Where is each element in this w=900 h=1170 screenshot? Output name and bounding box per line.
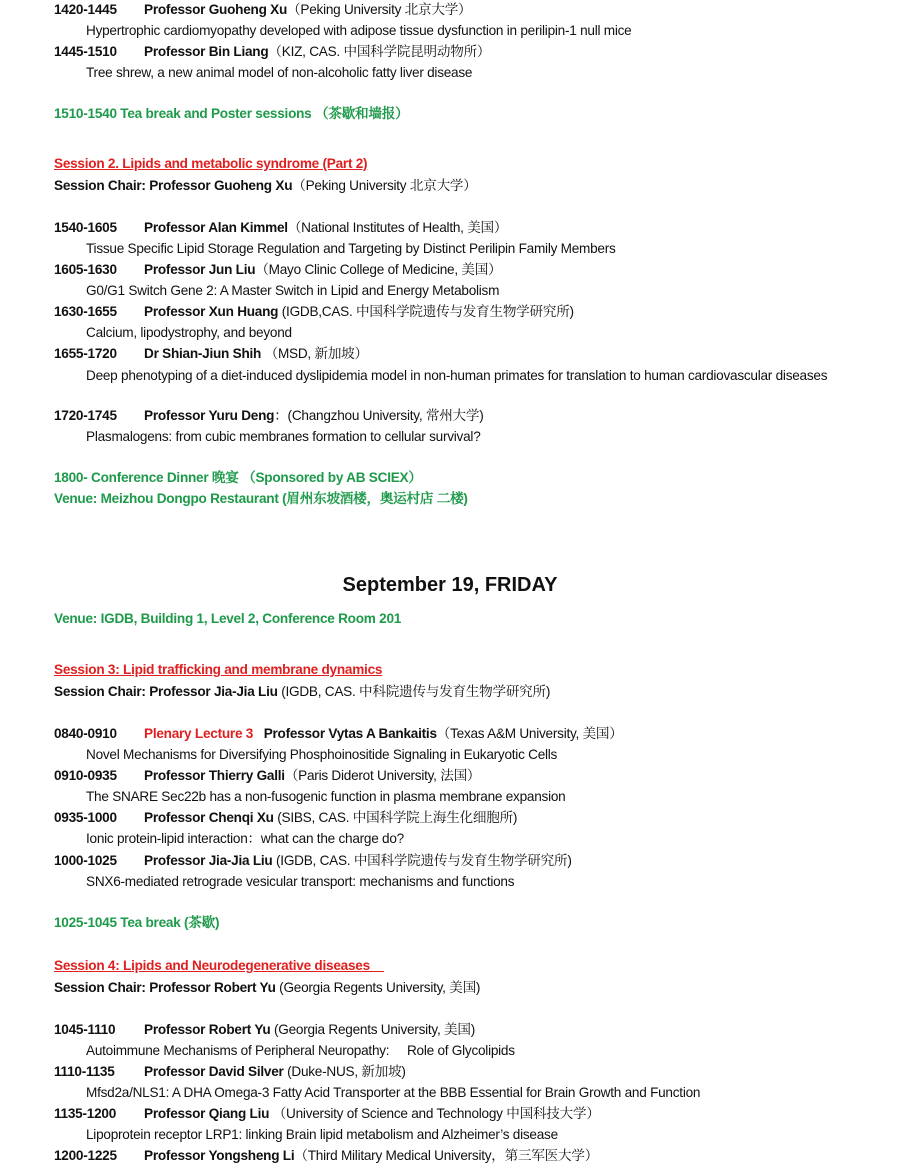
speaker: Professor Guoheng Xu	[144, 2, 288, 17]
affiliation: （Paris Diderot University, 法国）	[284, 768, 481, 783]
affiliation: (Georgia Regents University, 美国)	[270, 1022, 475, 1037]
speaker: Professor Yongsheng Li	[144, 1148, 295, 1163]
affiliation: (IGDB, CAS. 中国科学院遗传与发育生物学研究所)	[272, 853, 572, 868]
talk-header	[54, 808, 517, 828]
speaker: Professor Vytas A Bankaitis	[263, 726, 437, 741]
talk-header	[54, 344, 368, 364]
session-chair	[54, 978, 480, 998]
affiliation: （MSD, 新加坡）	[261, 346, 368, 361]
talk-header	[54, 724, 623, 744]
speaker: Dr Shian-Jiun Shih	[144, 346, 262, 361]
talk-time: 1420-1445	[54, 2, 117, 17]
talk-title: Tree shrew, a new animal model of non-alcoholic fatty liver disease	[86, 65, 473, 80]
chair-label: Session Chair: Professor Jia-Jia Liu	[54, 684, 278, 699]
talk-time: 1630-1655	[54, 304, 117, 319]
talk-time: 1540-1605	[54, 220, 117, 235]
affiliation: （Third Military Medical University，第三军医大学）	[294, 1148, 599, 1163]
affiliation: （National Institutes of Health, 美国）	[287, 220, 508, 235]
affiliation: (IGDB,CAS. 中国科学院遗传与发育生物学研究所)	[278, 304, 574, 319]
plenary-label: Plenary Lecture 3	[144, 726, 254, 741]
talk-title: SNX6-mediated retrograde vesicular transport: mechanisms and functions	[86, 874, 515, 889]
talk-title: Autoimmune Mechanisms of Peripheral Neuropathy: Role of Glycolipids	[86, 1043, 515, 1058]
day-venue: Venue: IGDB, Building 1, Level 2, Conference Room 201	[54, 611, 402, 626]
speaker: Professor Xun Huang	[144, 304, 279, 319]
affiliation: （Peking University 北京大学）	[292, 178, 477, 193]
affiliation: （Peking University 北京大学）	[287, 2, 472, 17]
talk-time: 1445-1510	[54, 44, 117, 59]
talk-header	[54, 1020, 475, 1040]
day-heading: September 19, FRIDAY	[342, 574, 558, 596]
talk-header	[54, 1104, 600, 1124]
talk-header	[54, 42, 490, 62]
conference-dinner: 1800- Conference Dinner 晚宴 （Sponsored by AB SCIEX）	[54, 470, 422, 485]
talk-time: 0840-0910	[54, 726, 117, 741]
talk-title: Novel Mechanisms for Diversifying Phosphoinositide Signaling in Eukaryotic Cells	[86, 747, 558, 762]
talk-title: Deep phenotyping of a diet-induced dyslipidemia model in non-human primates for translation to human cardiovascular diseases	[86, 368, 828, 383]
talk-header	[54, 1146, 598, 1166]
speaker: Professor Chenqi Xu	[144, 810, 274, 825]
talk-header	[54, 766, 480, 786]
talk-header	[54, 1062, 406, 1082]
talk-header	[54, 406, 484, 426]
talk-time: 1045-1110	[54, 1022, 116, 1037]
affiliation: ：(Changzhou University, 常州大学)	[274, 408, 484, 423]
speaker: Professor Jia-Jia Liu	[144, 853, 273, 868]
talk-title: Lipoprotein receptor LRP1: linking Brain lipid metabolism and Alzheimer’s disease	[86, 1127, 558, 1142]
talk-title: Hypertrophic cardiomyopathy developed with adipose tissue dysfunction in perilipin-1 null mice	[86, 23, 632, 38]
talk-title: Ionic protein-lipid interaction：what can the charge do?	[86, 831, 404, 846]
talk-header	[54, 218, 507, 238]
affiliation: (SIBS, CAS. 中国科学院上海生化细胞所)	[273, 810, 518, 825]
talk-title: Mfsd2a/NLS1: A DHA Omega-3 Fatty Acid Transporter at the BBB Essential for Brain Growth and Function	[86, 1085, 701, 1100]
affiliation: (Duke-NUS, 新加坡)	[283, 1064, 406, 1079]
speaker: Professor Thierry Galli	[144, 768, 285, 783]
talk-time: 0935-1000	[54, 810, 117, 825]
affiliation: (IGDB, CAS. 中科院遗传与发育生物学研究所)	[277, 684, 551, 699]
session-chair	[54, 682, 550, 702]
session-title: Session 4: Lipids and Neurodegenerative diseases	[54, 958, 384, 973]
session-title: Session 2. Lipids and metabolic syndrome (Part 2)	[54, 156, 368, 171]
affiliation: （Mayo Clinic College of Medicine, 美国）	[255, 262, 502, 277]
talk-time: 1200-1225	[54, 1148, 117, 1163]
speaker: Professor Jun Liu	[144, 262, 256, 277]
talk-title: Plasmalogens: from cubic membranes formation to cellular survival?	[86, 429, 481, 444]
dinner-venue: Venue: Meizhou Dongpo Restaurant (眉州东坡酒楼，奥运村店 二楼)	[54, 491, 468, 506]
speaker: Professor David Silver	[144, 1064, 284, 1079]
affiliation: （University of Science and Technology 中国科技大学）	[269, 1106, 600, 1121]
chair-label: Session Chair: Professor Guoheng Xu	[54, 178, 293, 193]
affiliation: (Georgia Regents University, 美国)	[275, 980, 481, 995]
talk-header	[54, 302, 574, 322]
speaker: Professor Alan Kimmel	[144, 220, 288, 235]
affiliation: （Texas A&M University, 美国）	[436, 726, 623, 741]
session-title: Session 3: Lipid trafficking and membrane dynamics	[54, 662, 383, 677]
speaker: Professor Yuru Deng	[144, 408, 275, 423]
tea-break: 1025-1045 Tea break (茶歇)	[54, 915, 220, 930]
talk-time: 0910-0935	[54, 768, 117, 783]
talk-time: 1720-1745	[54, 408, 117, 423]
talk-time: 1655-1720	[54, 346, 117, 361]
chair-label: Session Chair: Professor Robert Yu	[54, 980, 276, 995]
talk-title: The SNARE Sec22b has a non-fusogenic function in plasma membrane expansion	[86, 789, 566, 804]
talk-title: G0/G1 Switch Gene 2: A Master Switch in Lipid and Energy Metabolism	[86, 283, 500, 298]
speaker: Professor Bin Liang	[144, 44, 269, 59]
affiliation: （KIZ, CAS. 中国科学院昆明动物所）	[268, 44, 491, 59]
talk-time: 1605-1630	[54, 262, 117, 277]
talk-time: 1110-1135	[54, 1064, 115, 1079]
talk-header	[54, 0, 471, 20]
talk-title: Calcium, lipodystrophy, and beyond	[86, 325, 292, 340]
talk-header	[54, 851, 572, 871]
speaker: Professor Qiang Liu	[144, 1106, 270, 1121]
talk-header	[54, 260, 501, 280]
session-chair	[54, 176, 477, 196]
tea-break: 1510-1540 Tea break and Poster sessions （茶歇和墙报）	[54, 106, 409, 121]
talk-time: 1000-1025	[54, 853, 117, 868]
speaker: Professor Robert Yu	[144, 1022, 271, 1037]
talk-title: Tissue Specific Lipid Storage Regulation and Targeting by Distinct Perilipin Family Members	[86, 241, 616, 256]
talk-time: 1135-1200	[54, 1106, 117, 1121]
